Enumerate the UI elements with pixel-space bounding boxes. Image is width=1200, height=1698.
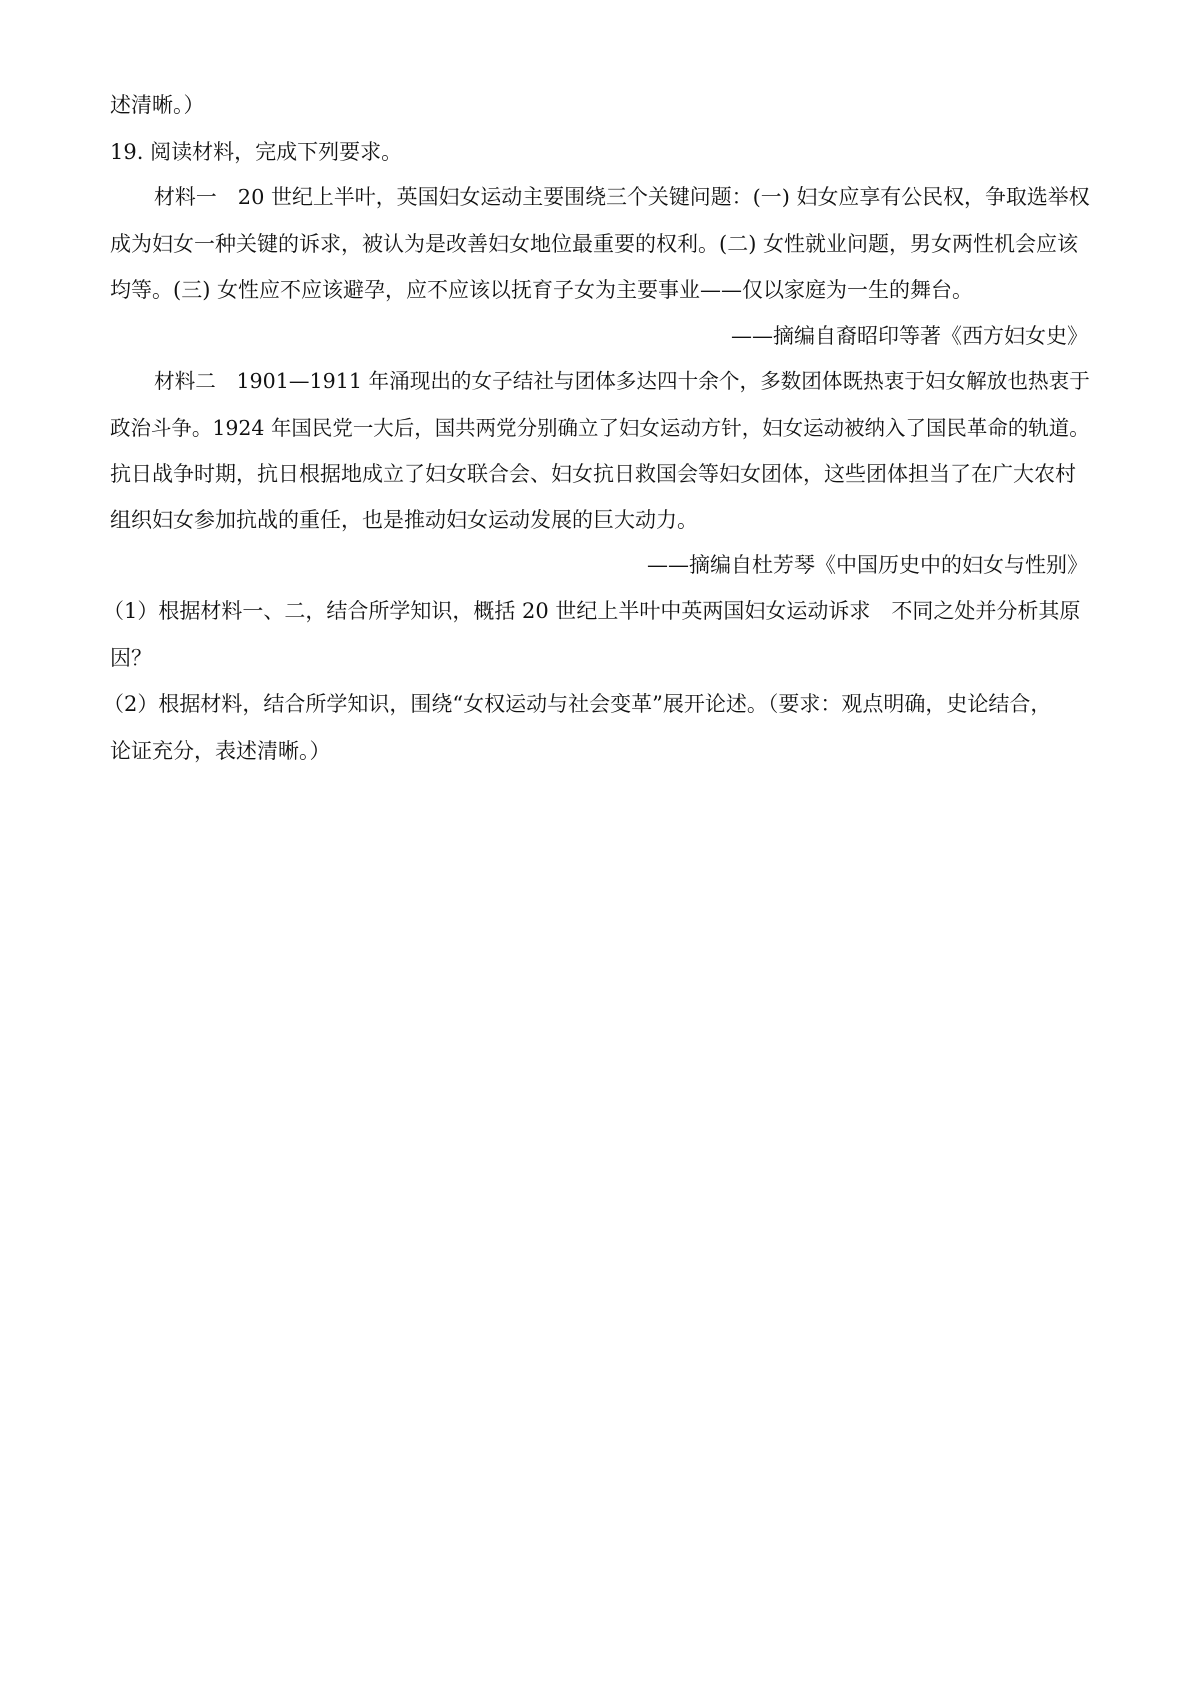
- sub-question-two-line: 论证充分，表述清晰。）: [110, 739, 331, 763]
- material-two-line: 政治斗争。1924 年国民党一大后，国共两党分别确立了妇女运动方针，妇女运动被纳入了国民革命的轨道。: [110, 416, 1090, 440]
- sub-question-two-line: （2）根据材料，结合所学知识，围绕“女权运动与社会变革”展开论述。（要求：观点明确，史论结合，: [103, 692, 1052, 716]
- material-one-line: 均等。(三) 女性应不应该避孕，应不应该以抚育子女为主要事业——仅以家庭为一生的舞台。: [110, 278, 974, 302]
- material-one-source: ——摘编自裔昭印等著《西方妇女史》: [731, 324, 1088, 348]
- previous-question-continuation: 述清晰。）: [110, 93, 205, 117]
- material-one-line: 材料一 20 世纪上半叶，英国妇女运动主要围绕三个关键问题：(一) 妇女应享有公民权，争取选举权: [154, 185, 1090, 209]
- material-two-source: ——摘编自杜芳琴《中国历史中的妇女与性别》: [647, 553, 1088, 577]
- question-19-title: 19. 阅读材料，完成下列要求。: [110, 140, 403, 164]
- sub-question-one-line: （1）根据材料一、二，结合所学知识，概括 20 世纪上半叶中英两国妇女运动诉求 不同之处并分析其原: [103, 599, 1081, 623]
- material-two-line: 材料二 1901—1911 年涌现出的女子结社与团体多达四十余个，多数团体既热衷于妇女解放也热衷于: [154, 369, 1090, 393]
- material-two-line: 组织妇女参加抗战的重任，也是推动妇女运动发展的巨大动力。: [110, 508, 698, 532]
- material-one-line: 成为妇女一种关键的诉求，被认为是改善妇女地位最重要的权利。(二) 女性就业问题，男女两性机会应该: [110, 232, 1079, 256]
- sub-question-one-line: 因？: [110, 646, 152, 670]
- material-two-line: 抗日战争时期，抗日根据地成立了妇女联合会、妇女抗日救国会等妇女团体，这些团体担当了在广大农村: [110, 462, 1076, 486]
